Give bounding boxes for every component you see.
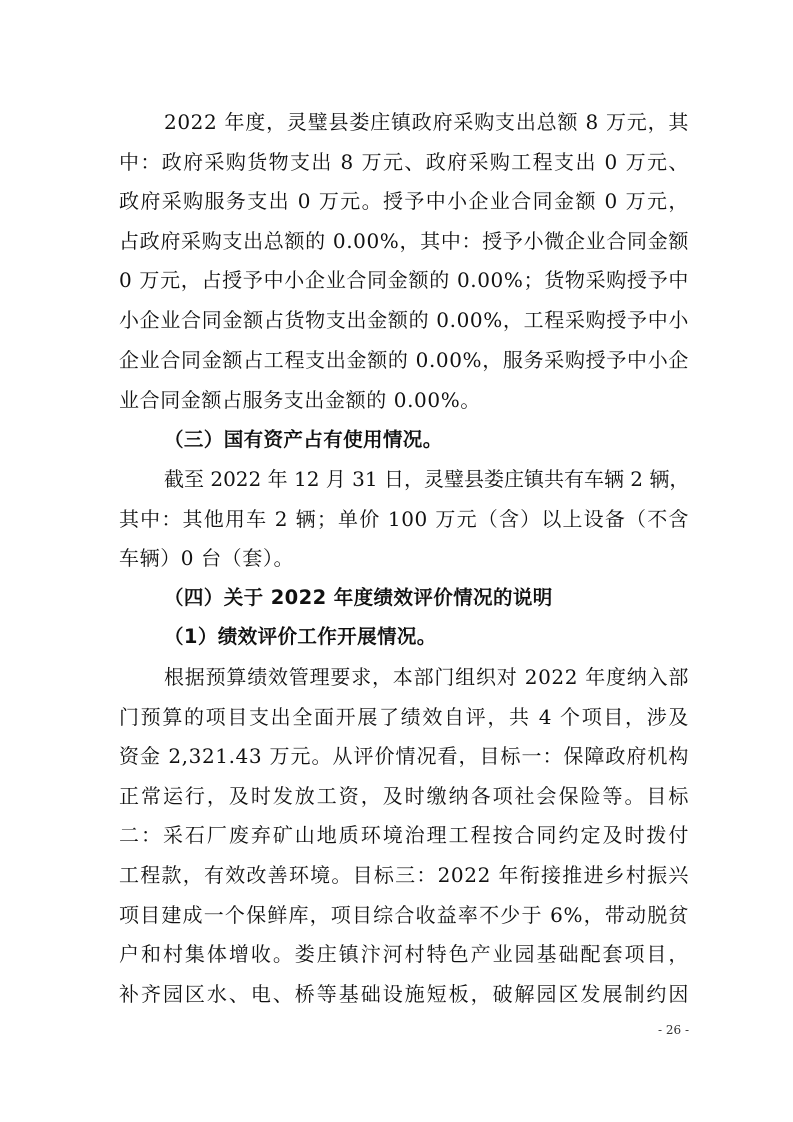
paragraph-line: 政府采购服务支出 0 万元。授予中小企业合同金额 0 万元，	[119, 189, 689, 213]
paragraph-line: 门预算的项目支出全面开展了绩效自评，共 4 个项目，涉及	[119, 705, 689, 729]
paragraph-line: 工程款，有效改善环境。目标三：2022 年衔接推进乡村振兴	[119, 863, 689, 887]
paragraph-line: 项目建成一个保鲜库，项目综合收益率不少于 6%，带动脱贫	[119, 903, 689, 927]
paragraph-line: 小企业合同金额占货物支出金额的 0.00%，工程采购授予中小	[119, 308, 689, 332]
page-number: - 26 -	[657, 1023, 689, 1037]
paragraph-line: 根据预算绩效管理要求，本部门组织对 2022 年度纳入部	[164, 665, 689, 689]
paragraph-line: 二：采石厂废弃矿山地质环境治理工程按合同约定及时拨付	[119, 823, 689, 847]
section-heading: （四）关于 2022 年度绩效评价情况的说明	[164, 586, 553, 609]
paragraph-line: 其中：其他用车 2 辆；单价 100 万元（含）以上设备（不含	[119, 507, 689, 531]
paragraph-line: 企业合同金额占工程支出金额的 0.00%，服务采购授予中小企	[119, 348, 689, 372]
paragraph-line: 中：政府采购货物支出 8 万元、政府采购工程支出 0 万元、	[119, 150, 689, 174]
paragraph-line: 0 万元，占授予中小企业合同金额的 0.00%；货物采购授予中	[119, 268, 689, 292]
paragraph-line: 资金 2,321.43 万元。从评价情况看，目标一：保障政府机构	[119, 744, 689, 768]
paragraph-line: 业合同金额占服务支出金额的 0.00%。	[119, 388, 481, 412]
paragraph-line: 补齐园区水、电、桥等基础设施短板，破解园区发展制约因	[119, 982, 689, 1006]
paragraph-line: 占政府采购支出总额的 0.00%，其中：授予小微企业合同金额	[119, 229, 689, 253]
paragraph-line: 正常运行，及时发放工资，及时缴纳各项社会保险等。目标	[119, 784, 689, 808]
subsection-heading: （1）绩效评价工作开展情况。	[164, 625, 437, 648]
paragraph-line: 截至 2022 年 12 月 31 日，灵璧县娄庄镇共有车辆 2 辆，	[164, 467, 690, 491]
paragraph-line: 户和村集体增收。娄庄镇汴河村特色产业园基础配套项目，	[119, 942, 689, 966]
paragraph-line: 车辆）0 台（套）。	[119, 546, 295, 570]
section-heading: （三）国有资产占有使用情况。	[164, 428, 443, 451]
paragraph-line: 2022 年度，灵璧县娄庄镇政府采购支出总额 8 万元，其	[164, 110, 689, 134]
